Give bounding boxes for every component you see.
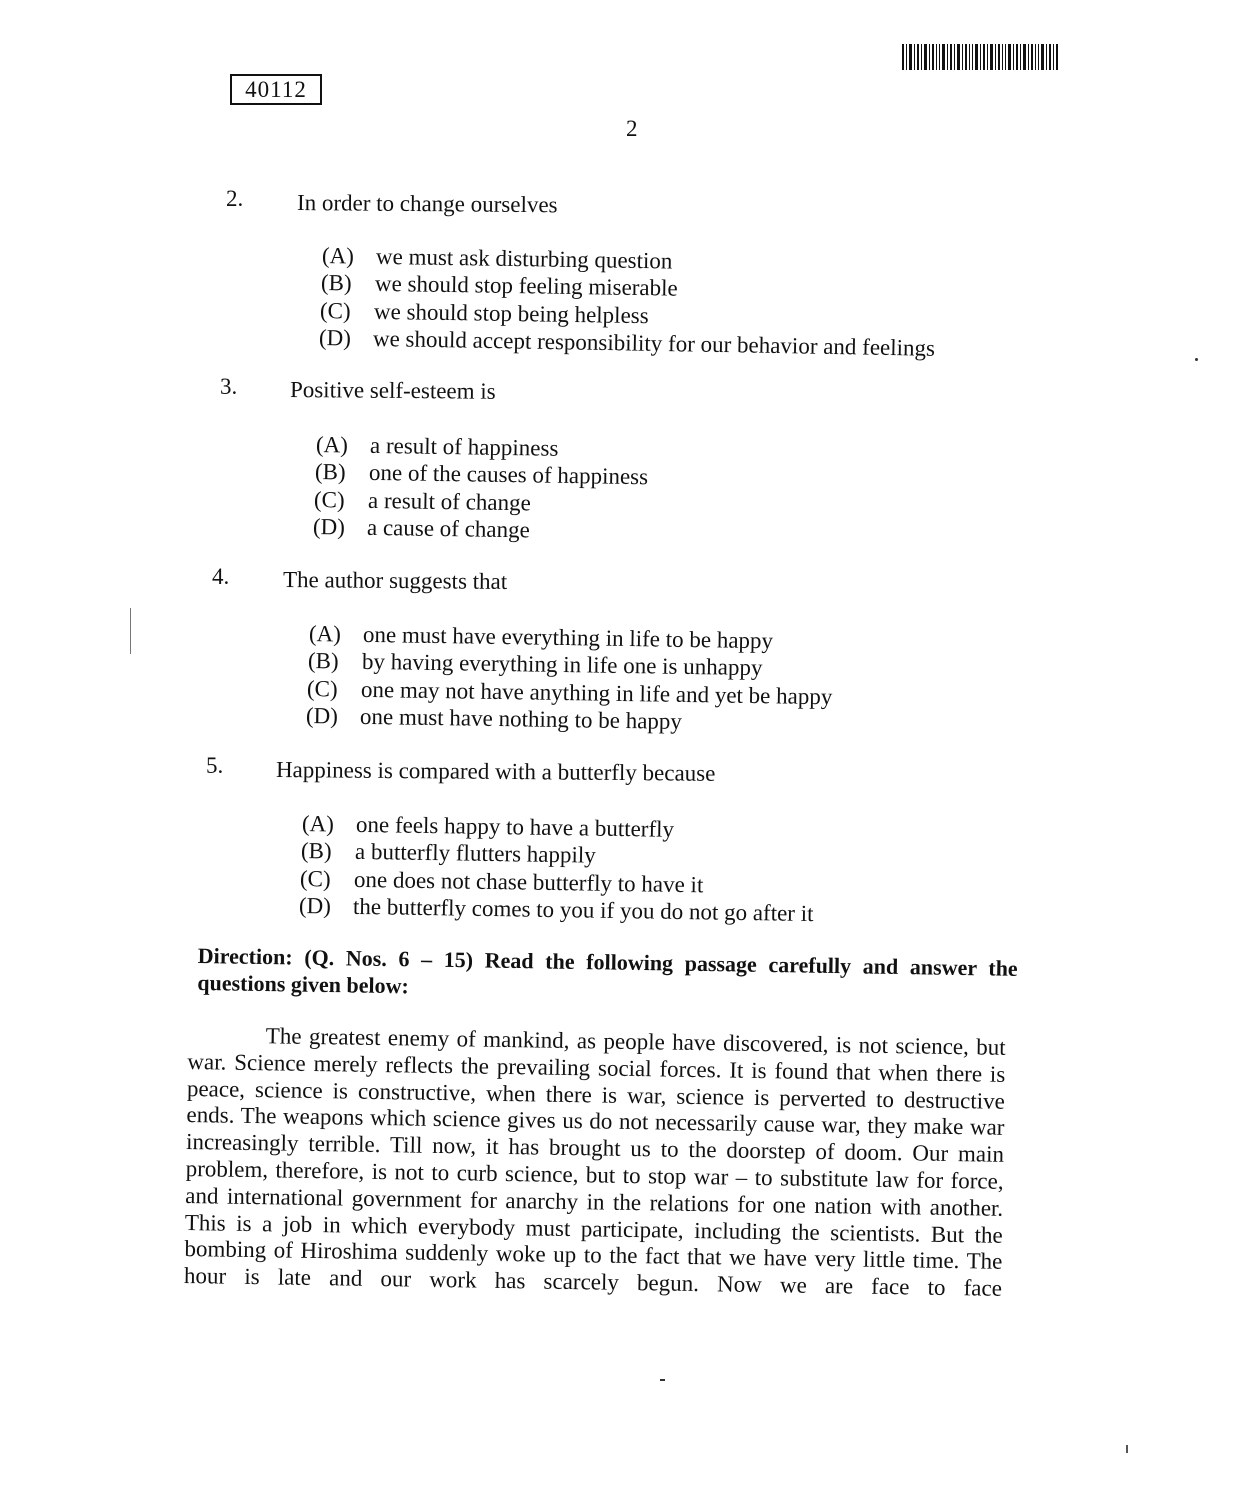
option-a [322, 243, 673, 275]
question-text: Happiness is compared with a butterfly because [275, 757, 716, 786]
question-number: 3. [220, 374, 238, 399]
option-letter: (D) [305, 703, 339, 729]
option-text: by having everything in life one is unhappy [361, 648, 763, 681]
barcode [902, 44, 1058, 70]
scan-speck [660, 1379, 665, 1381]
question-number: 4. [212, 564, 230, 589]
option-letter: (A) [301, 811, 335, 837]
option-text: a result of happiness [369, 432, 559, 461]
direction-heading: Direction: (Q. Nos. 6 – 15) Read the following passage carefully and answer the questions given below: [197, 942, 1018, 999]
scan-speck [1126, 1445, 1128, 1453]
option-letter: (B) [300, 838, 332, 864]
option-text: the butterfly comes to you if you do not go after it [352, 893, 814, 927]
option-b [301, 838, 596, 869]
option-text: one of the causes of happiness [368, 459, 649, 490]
reading-passage: The greatest enemy of mankind, as people have discovered, is not science, but war. Science merely reflects the prevailing social forces. It is found that when there is peace, science is constructive, when there is war, science is perverted to destructive ends. The weapons which science gives us do not necessarily cause war, they make war increasingly terrible. Till now, it has brought us to the doorstep of doom. Our main problem, therefore, is not to curb science, but to stop war – to substitute law for force, and international government for anarchy in the relations for one nation with another. This is a job in which everybody must participate, including the scientists. But the bombing of Hiroshima suddenly woke up to the fact that we have very little time. The hour is late and our work has scarcely begun. Now we are face to face [183, 1023, 1006, 1301]
option-text: one must have nothing to be happy [359, 703, 683, 734]
option-text: we should accept responsibility for our behavior and feelings [372, 325, 936, 361]
option-letter: (B) [314, 459, 346, 485]
option-text: a result of change [367, 487, 532, 516]
question-text: In order to change ourselves [296, 190, 558, 218]
question-number: 2. [226, 186, 244, 211]
option-text: we should stop feeling miserable [374, 270, 678, 301]
option-text: one must have everything in life to be happy [362, 621, 774, 654]
page-number: 2 [626, 116, 638, 141]
option-text: we should stop being helpless [373, 298, 649, 329]
option-letter: (D) [298, 893, 332, 919]
option-letter: (C) [299, 866, 331, 892]
paper-code: 40112 [230, 74, 322, 105]
option-letter: (B) [320, 270, 352, 296]
question-text: The author suggests that [282, 567, 508, 594]
option-a [316, 432, 559, 462]
option-letter: (A) [321, 243, 355, 269]
option-letter: (D) [312, 514, 346, 540]
option-c [314, 487, 531, 516]
scan-mark [130, 608, 131, 654]
option-text: one does not chase butterfly to have it [353, 866, 704, 898]
option-text: one may not have anything in life and yet be happy [360, 676, 833, 710]
option-d [299, 893, 814, 927]
option-b [315, 459, 648, 490]
option-letter: (A) [308, 621, 342, 647]
scan-speck [1195, 358, 1198, 361]
option-letter: (B) [307, 648, 339, 674]
option-text: we must ask disturbing question [375, 243, 673, 274]
option-letter: (D) [318, 325, 352, 351]
option-letter: (C) [306, 676, 338, 702]
option-c [320, 298, 649, 329]
option-letter: (A) [315, 432, 349, 458]
option-d [313, 514, 530, 543]
option-letter: (C) [313, 487, 345, 513]
option-b [321, 270, 678, 302]
option-text: a cause of change [366, 514, 531, 543]
option-text: a butterfly flutters happily [354, 838, 596, 868]
option-letter: (C) [319, 298, 351, 324]
option-text: one feels happy to have a butterfly [355, 811, 675, 842]
option-d [306, 703, 682, 735]
option-d [319, 325, 935, 362]
question-text: Positive self-esteem is [289, 377, 496, 404]
question-number: 5. [206, 753, 224, 778]
